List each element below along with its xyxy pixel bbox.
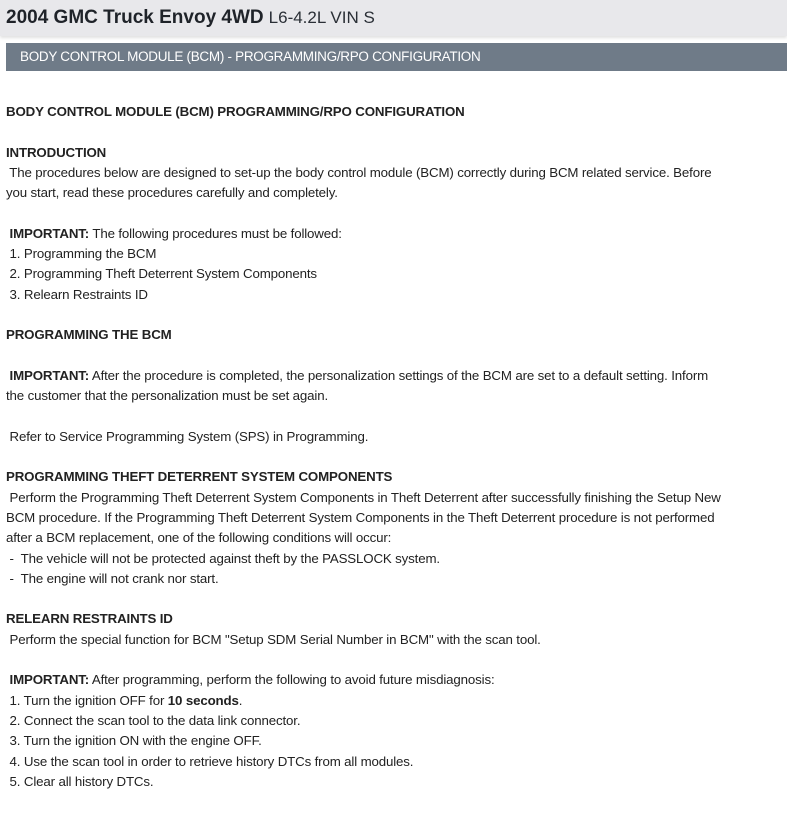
text-line	[6, 366, 787, 386]
line-text: The following procedures must be followed:	[89, 225, 342, 241]
blank-line	[6, 650, 787, 670]
text-line	[6, 549, 787, 569]
section-heading	[6, 102, 787, 122]
line-text: Perform the Programming Theft Deterrent System Components in Theft Deterrent after successfully finishing the Setup New	[6, 489, 721, 505]
text-line	[6, 508, 787, 528]
text-line	[6, 752, 787, 772]
line-text: 3. Relearn Restraints ID	[6, 286, 148, 302]
text-line	[6, 264, 787, 284]
line-text: 4. Use the scan tool in order to retrieve history DTCs from all modules.	[6, 753, 414, 769]
blank-line	[6, 589, 787, 609]
line-text: 5. Clear all history DTCs.	[6, 773, 154, 789]
line-text: Perform the special function for BCM "Setup SDM Serial Number in BCM" with the scan tool.	[6, 631, 541, 647]
line-text: PROGRAMMING THE BCM	[6, 327, 172, 343]
text-line	[6, 488, 787, 508]
blank-line	[6, 447, 787, 467]
blank-line	[6, 346, 787, 366]
line-text: BODY CONTROL MODULE (BCM) PROGRAMMING/RPO CONFIGURATION	[6, 104, 465, 119]
text-line	[6, 528, 787, 548]
text-line	[6, 569, 787, 589]
emphasis-text: IMPORTANT:	[6, 225, 90, 241]
line-text: After programming, perform the following to avoid future misdiagnosis:	[89, 672, 495, 688]
document-body	[6, 102, 787, 792]
line-text: Refer to Service Programming System (SPS) in Programming.	[6, 428, 369, 444]
text-line	[6, 772, 787, 792]
text-line	[6, 244, 787, 264]
line-text: PROGRAMMING THEFT DETERRENT SYSTEM COMPONENTS	[6, 469, 393, 485]
emphasis-text: IMPORTANT:	[6, 672, 90, 688]
line-text: 2. Programming Theft Deterrent System Components	[6, 266, 317, 282]
engine-subtitle: L6-4.2L VIN S	[268, 8, 375, 27]
section-heading	[6, 143, 787, 163]
section-title-bar: BODY CONTROL MODULE (BCM) - PROGRAMMING/RPO CONFIGURATION	[6, 43, 787, 71]
section-heading	[6, 609, 787, 629]
line-text: - The engine will not crank nor start.	[6, 570, 219, 586]
section-heading	[6, 325, 787, 345]
text-line	[6, 427, 787, 447]
text-line	[6, 183, 787, 203]
section-heading	[6, 467, 787, 487]
line-text: - The vehicle will not be protected against theft by the PASSLOCK system.	[6, 550, 440, 566]
text-line	[6, 386, 787, 406]
text-line	[6, 163, 787, 183]
line-text: 3. Turn the ignition ON with the engine OFF.	[6, 733, 262, 749]
line-text: RELEARN RESTRAINTS ID	[6, 611, 173, 627]
line-text: INTRODUCTION	[6, 144, 107, 160]
blank-line	[6, 122, 787, 142]
text-line	[6, 691, 787, 711]
line-text: after a BCM replacement, one of the following conditions will occur:	[6, 530, 392, 546]
line-text: .	[238, 692, 243, 708]
blank-line	[6, 203, 787, 223]
line-text: BCM procedure. If the Programming Theft Deterrent System Components in the Theft Deterrent procedure is not performed	[6, 509, 715, 525]
emphasis-text: IMPORTANT:	[6, 367, 90, 383]
line-text: you start, read these procedures carefully and completely.	[6, 185, 338, 201]
text-line	[6, 224, 787, 244]
vehicle-title: 2004 GMC Truck Envoy 4WD	[6, 7, 264, 28]
text-line	[6, 670, 787, 690]
text-line	[6, 630, 787, 650]
text-line	[6, 285, 787, 305]
line-text: The procedures below are designed to set-up the body control module (BCM) correctly during BCM related service. Before	[6, 164, 712, 180]
line-text: 1. Turn the ignition OFF for	[6, 692, 168, 708]
blank-line	[6, 406, 787, 426]
line-text: the customer that the personalization must be set again.	[6, 388, 328, 404]
line-text: After the procedure is completed, the personalization settings of the BCM are set to a default setting. Inform	[89, 367, 709, 383]
text-line	[6, 711, 787, 731]
blank-line	[6, 305, 787, 325]
line-text: 1. Programming the BCM	[6, 246, 157, 262]
text-line	[6, 731, 787, 751]
emphasis-text: 10 seconds	[167, 692, 239, 708]
page-header	[0, 0, 787, 36]
line-text: 2. Connect the scan tool to the data link connector.	[6, 712, 301, 728]
